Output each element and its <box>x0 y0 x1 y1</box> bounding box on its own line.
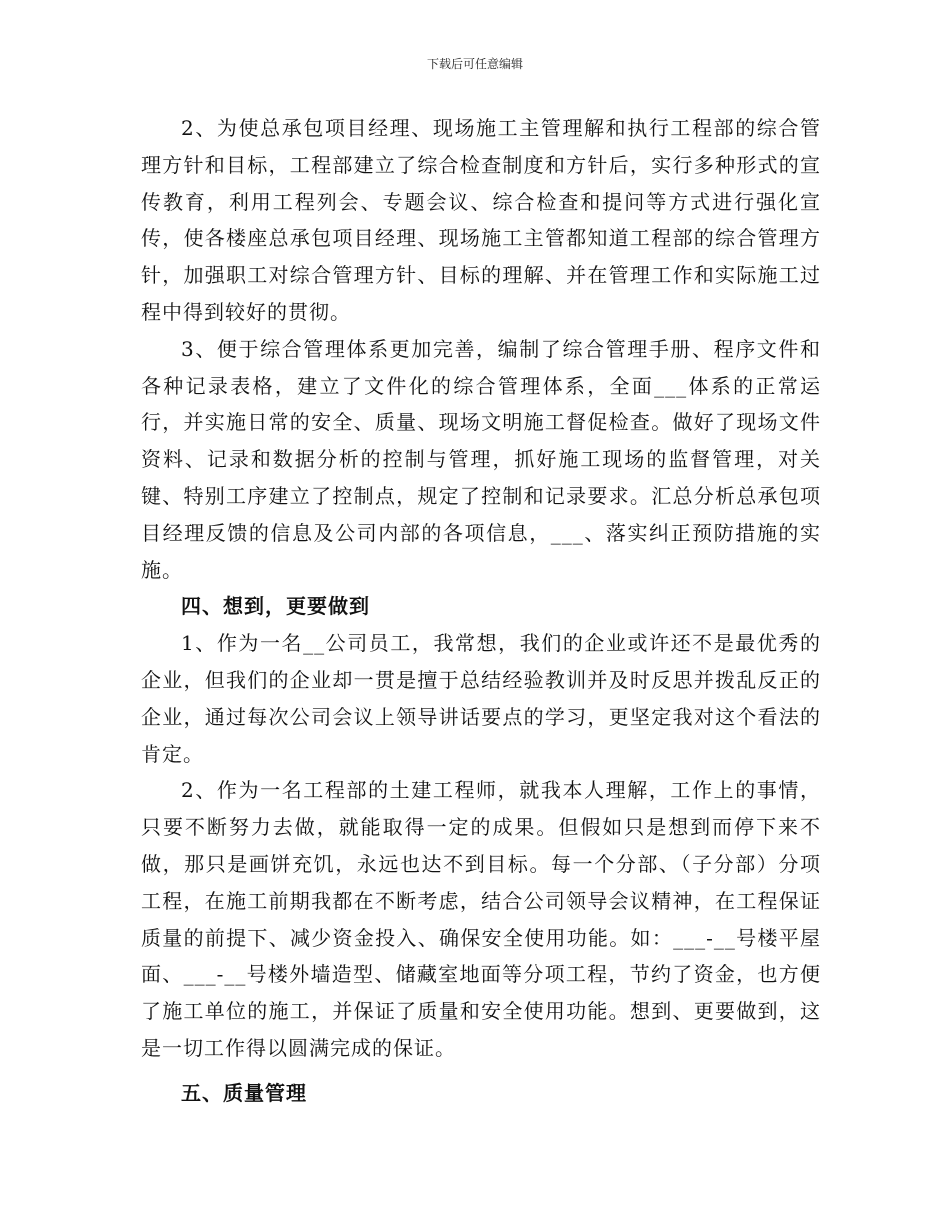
section-heading-4: 四、想到，更要做到 <box>181 594 370 619</box>
paragraph-item-2: 2、为使总承包项目经理、现场施工主管理解和执行工程部的综合管理方针和目标，工程部建立了综合检查制度和方针后，实行多种形式的宣传教育，利用工程列会、专题会议、综合检查和提问等方式进行强化宣传，使各楼座总承包项目经理、现场施工主管都知道工程部的综合管理方针，加强职工对综合管理方针、目标的理解、并在管理工作和实际施工过程中得到较好的贯彻。 <box>141 116 821 324</box>
document-body <box>141 110 821 1112</box>
paragraph-item-3: 3、便于综合管理体系更加完善，编制了综合管理手册、程序文件和各种记录表格，建立了文件化的综合管理体系，全面___体系的正常运行，并实施日常的安全、质量、现场文明施工督促检查。做好了现场文件资料、记录和数据分析的控制与管理，抓好施工现场的监督管理，对关键、特别工序建立了控制点，规定了控制和记录要求。汇总分析总承包项目经理反馈的信息及公司内部的各项信息，___、落实纠正预防措施的实施。 <box>141 336 821 582</box>
paragraph-section4-item-2: 2、作为一名工程部的土建工程师，就我本人理解，工作上的事情，只要不断努力去做，就能取得一定的成果。但假如只是想到而停下来不做，那只是画饼充饥，永远也达不到目标。每一个分部、（子分部）分项工程，在施工前期我都在不断考虑，结合公司领导会议精神，在工程保证质量的前提下、减少资金投入、确保安全使用功能。如：___-__号楼平屋面、___-__号楼外墙造型、储藏室地面等分项工程，节约了资金，也方便了施工单位的施工，并保证了质量和安全使用功能。想到、更要做到，这是一切工作得以圆满完成的保证。 <box>141 778 821 1060</box>
section-heading-5: 五、质量管理 <box>181 1080 307 1105</box>
paragraph-section4-item-1: 1、作为一名__公司员工，我常想，我们的企业或许还不是最优秀的企业，但我们的企业却一贯是擅于总结经验教训并及时反思并拨乱反正的企业，通过每次公司会议上领导讲话要点的学习，更坚定我对这个看法的肯定。 <box>141 631 821 766</box>
page-header: 下载后可任意编辑 <box>426 57 523 71</box>
